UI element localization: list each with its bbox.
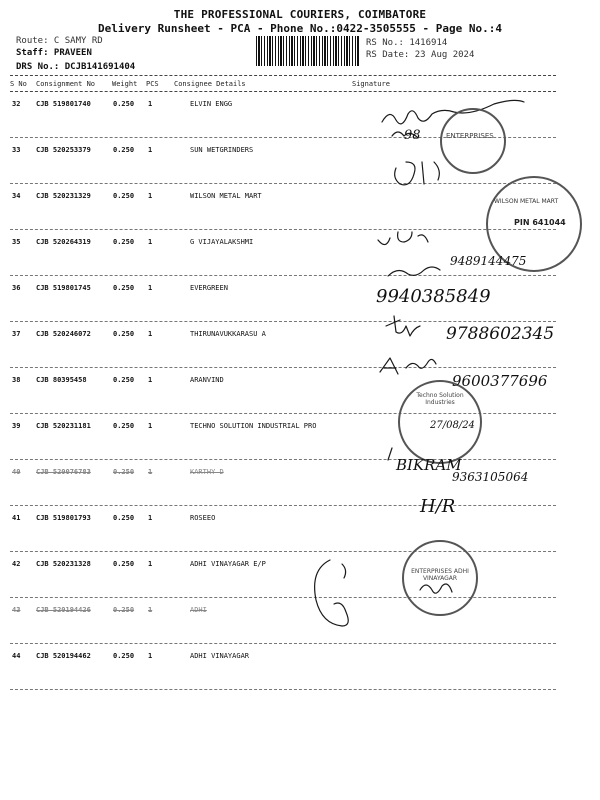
row-weight: 0.250 (113, 514, 135, 522)
row-consignment-no: CJB 520194426 (36, 606, 91, 614)
col-signature: Signature (352, 80, 390, 88)
col-sno: S No (10, 80, 27, 88)
row-pcs: 1 (148, 330, 153, 338)
row-sno: 42 (12, 560, 21, 568)
row-sno: 44 (12, 652, 21, 660)
company-title: THE PROFESSIONAL COURIERS, COIMBATORE (173, 8, 427, 21)
row-consignment-no: CJB 520231181 (36, 422, 91, 430)
row-pcs: 1 (148, 284, 153, 292)
runsheet-title: Delivery Runsheet - PCA - Phone No.:0422-3505555 - Page No.:4 (98, 22, 502, 35)
row-sno: 38 (12, 376, 21, 384)
col-weight: Weight (112, 80, 138, 88)
row-pcs: 1 (148, 238, 153, 246)
row-consignee: SUN WETGRINDERS (190, 146, 254, 154)
handwritten-phone-35: 9489144475 (450, 254, 527, 268)
row-sno: 40 (12, 468, 21, 476)
row-consignee: KARTHY D (190, 468, 224, 476)
row-sno: 32 (12, 100, 21, 108)
row-consignment-no: CJB 520246072 (36, 330, 91, 338)
col-consignee: Consignee Details (174, 80, 246, 88)
handwritten-note-41: H/R (420, 496, 456, 517)
drs-number: DRS No.: DCJB141691404 (16, 62, 136, 72)
row-consignment-no: CJB 520253379 (36, 146, 91, 154)
row-consignee: ADHI (190, 606, 207, 614)
row-consignee: ADHI VINAYAGAR E/P (190, 560, 266, 568)
row-weight: 0.250 (113, 606, 135, 614)
rs-number: RS No.: 1416914 (366, 38, 448, 48)
row-pcs: 1 (148, 422, 153, 430)
row-pcs: 1 (148, 606, 153, 614)
row-consignment-no: CJB 519801745 (36, 284, 91, 292)
staff-label: Staff: PRAVEEN (16, 48, 92, 58)
row-consignment-no: CJB 520264319 (36, 238, 91, 246)
handwritten-note-32: 98 (404, 128, 421, 143)
row-pcs: 1 (148, 514, 153, 522)
handwritten-phone-38: 9600377696 (452, 372, 548, 390)
row-weight: 0.250 (113, 376, 135, 384)
row-weight: 0.250 (113, 468, 135, 476)
handwritten-phone-36: 9940385849 (376, 286, 491, 307)
row-consignee: THIRUNAVUKKARASU A (190, 330, 266, 338)
stamp-enterprises: ENTERPRISES (440, 108, 506, 174)
col-pcs: PCS (146, 80, 159, 88)
row-pcs: 1 (148, 376, 153, 384)
handwritten-phone-40: 9363105064 (452, 470, 529, 484)
row-weight: 0.250 (113, 330, 135, 338)
row-weight: 0.250 (113, 146, 135, 154)
row-consignment-no: CJB 519801740 (36, 100, 91, 108)
route-label: Route: C SAMY RD (16, 36, 103, 46)
row-weight: 0.250 (113, 192, 135, 200)
row-weight: 0.250 (113, 100, 135, 108)
row-sno: 37 (12, 330, 21, 338)
row-consignment-no: CJB 80395458 (36, 376, 87, 384)
handwritten-date-39: 27/08/24 (430, 420, 475, 431)
row-consignment-no: CJB 520231329 (36, 192, 91, 200)
stamp-adhi-vinayagar: ENTERPRISES ADHI VINAYAGAR (402, 540, 478, 616)
row-consignment-no: CJB 520194462 (36, 652, 91, 660)
row-pcs: 1 (148, 100, 153, 108)
row-consignee: ADHI VINAYAGAR (190, 652, 250, 660)
row-consignee: ELVIN ENGG (190, 100, 233, 108)
row-sno: 34 (12, 192, 21, 200)
row-consignee: EVERGREEN (190, 284, 228, 292)
row-pcs: 1 (148, 146, 153, 154)
row-pcs: 1 (148, 560, 153, 568)
row-weight: 0.250 (113, 284, 135, 292)
row-sno: 41 (12, 514, 21, 522)
stamp-techno-solution: Techno Solution Industries (398, 380, 482, 464)
rs-date: RS Date: 23 Aug 2024 (366, 50, 475, 60)
row-consignment-no: CJB 520231328 (36, 560, 91, 568)
col-consignment: Consignment No (36, 80, 96, 88)
row-sno: 35 (12, 238, 21, 246)
row-weight: 0.250 (113, 238, 135, 246)
row-pcs: 1 (148, 652, 153, 660)
row-consignee: ARANVIND (190, 376, 224, 384)
row-weight: 0.250 (113, 560, 135, 568)
row-sno: 39 (12, 422, 21, 430)
row-consignee: WILSON METAL MART (190, 192, 262, 200)
row-sno: 33 (12, 146, 21, 154)
handwritten-name-40: BIKRAM (396, 456, 462, 474)
row-weight: 0.250 (113, 652, 135, 660)
handwritten-phone-37: 9788602345 (446, 324, 555, 344)
row-pcs: 1 (148, 192, 153, 200)
row-consignee: G VIJAYALAKSHMI (190, 238, 254, 246)
row-sno: 43 (12, 606, 21, 614)
row-consignment-no: CJB 520076783 (36, 468, 91, 476)
stamp-wilson-metal-mart: WILSON METAL MART PIN 641044 (486, 176, 582, 272)
row-pcs: 1 (148, 468, 153, 476)
row-consignee: ROSEEO (190, 514, 216, 522)
row-consignment-no: CJB 519801793 (36, 514, 91, 522)
row-weight: 0.250 (113, 422, 135, 430)
row-consignee: TECHNO SOLUTION INDUSTRIAL PRO (190, 422, 317, 430)
row-sno: 36 (12, 284, 21, 292)
